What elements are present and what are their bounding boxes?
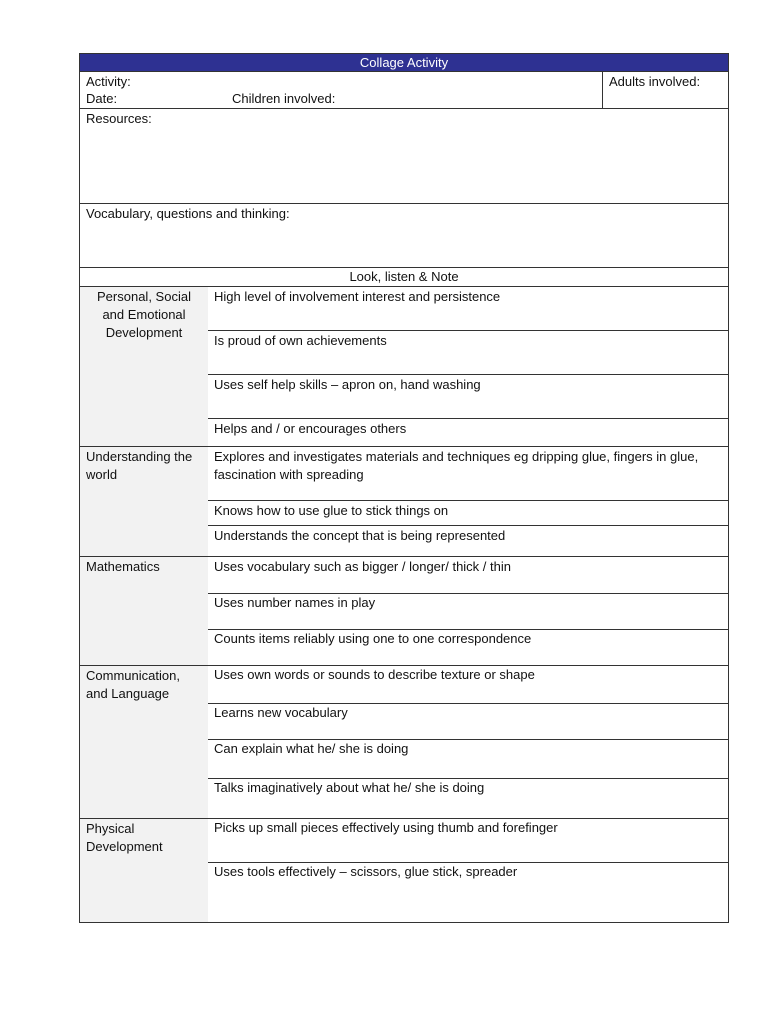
statement-item: Uses number names in play (214, 595, 376, 610)
statement-divider (208, 330, 728, 331)
header-row (80, 72, 728, 109)
adults-involved-label: Adults involved: (609, 74, 701, 89)
vocabulary-box (80, 204, 728, 268)
area-physical-development: Physical Development (80, 819, 208, 922)
statement-item: Picks up small pieces effectively using thumb and forefinger (214, 820, 558, 835)
statement-divider (208, 374, 728, 375)
vocabulary-label: Vocabulary, questions and thinking: (86, 206, 290, 221)
statement-item: Talks imaginatively about what he/ she is doing (214, 780, 485, 795)
form-title: Collage Activity (80, 54, 728, 72)
statement-item: Uses self help skills – apron on, hand washing (214, 377, 481, 392)
statement-item: Explores and investigates materials and techniques eg dripping glue, fingers in glue, fascination with spreading (214, 449, 699, 482)
area-personal-social-emotional: Personal, Social and Emotional Development (80, 287, 208, 446)
header-divider (602, 72, 603, 108)
statement-item: Knows how to use glue to stick things on (214, 503, 449, 518)
statement-item: Is proud of own achievements (214, 333, 387, 348)
statement-item: Understands the concept that is being represented (214, 528, 506, 543)
activity-label: Activity: (86, 74, 131, 89)
statement-item: Uses own words or sounds to describe texture or shape (214, 667, 535, 682)
statement-item: Learns new vocabulary (214, 705, 348, 720)
statement-item: Uses tools effectively – scissors, glue stick, spreader (214, 864, 518, 879)
collage-activity-form (79, 53, 729, 923)
resources-label: Resources: (86, 111, 152, 126)
date-label: Date: (86, 91, 118, 106)
statement-divider (208, 525, 728, 526)
look-listen-note-header: Look, listen & Note (80, 268, 728, 287)
area-mathematics: Mathematics (80, 557, 208, 665)
statement-divider (208, 418, 728, 419)
statement-item: High level of involvement interest and persistence (214, 289, 501, 304)
area-understanding-the-world: Understanding the world (80, 447, 208, 556)
statement-item: Can explain what he/ she is doing (214, 741, 409, 756)
statement-item: Uses vocabulary such as bigger / longer/ thick / thin (214, 559, 511, 574)
statement-divider (208, 500, 728, 501)
resources-box (80, 109, 728, 204)
statement-item: Counts items reliably using one to one correspondence (214, 631, 532, 646)
children-involved-label: Children involved: (232, 91, 336, 106)
area-communication-language: Communication, and Language (80, 666, 208, 818)
statement-item: Helps and / or encourages others (214, 421, 407, 436)
